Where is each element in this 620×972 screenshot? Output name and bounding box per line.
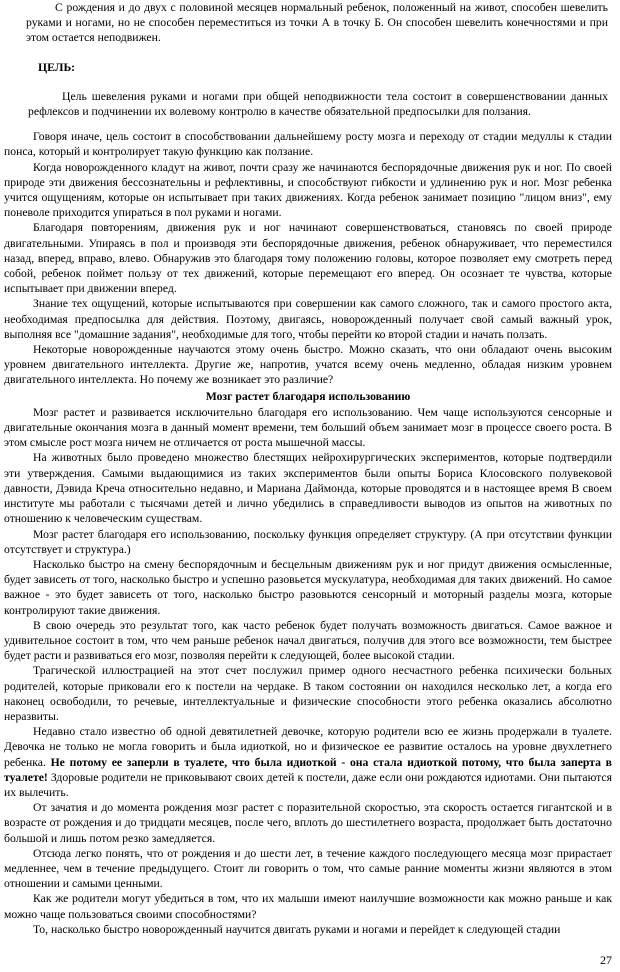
body-paragraph: Мозг растет и развивается исключительно благодаря его использованию. Чем чаще используются сенсорные и двигательные окончания мозга в данный момент времени, тем больший объем занимает мозг в процессе своего роста. В этом смысле рост мозга ничем не отличается от роста мышечной массы. (4, 405, 612, 450)
section-heading: Мозг растет благодаря использованию (205, 389, 411, 403)
bold-statement: Не потому ее заперли в туалете, что была идиоткой - она стала идиоткой потому, что была заперта в туалете! (4, 755, 612, 784)
body-paragraph: Отсюда легко понять, что от рождения и до шести лет, в течение каждого последующего месяца мозг прирастает медленнее, чем в течение предыдущего. Стоит ли говорить о том, что самые ранние моменты жизни являются в этом отношении и самыми ценными. (4, 846, 612, 891)
body-paragraph: На животных было проведено множество блестящих нейрохирургических экспериментов, которые подтвердили эти утверждения. Самыми выдающимися из таких экспериментов были опыты Бориса Клосовского полувековой давности, Дэвида Креча относительно недавно, и Мариана Даймонда, которые проводятся и в настоящее время В своем институте мы работали с тысячами детей и лично убедились в справедливости выводов из опытов на животных по отношению к человеческим существам. (4, 451, 612, 526)
body-paragraph: Благодаря повторениям, движения рук и ног начинают совершенствоваться, становясь по своей природе двигательными. Упираясь в пол и производя эти беспорядочные движения, ребенок обнаруживает, что переместился назад, вперед, вправо, влево. Обнаружив это благодаря тому положению головы, которое позволяет ему смотреть перед собой, ребенок поймет пользу от тех движений, которые перемещают его вперед. Он осознает те чувства, которые испытывает при движении вперед. (4, 221, 612, 296)
body-paragraph: Трагической иллюстрацией на этот счет послужил пример одного несчастного ребенка психически больных родителей, которые приковали его к постели на чердаке. В таком состоянии он находился несколько лет, а когда его наконец освободили, то речевые, интеллектуальные и физические способности этого ребенка оказались абсолютно неразвиты. (4, 664, 612, 723)
page-number: 27 (600, 953, 612, 967)
goal-paragraph: Цель шевеления руками и ногами при общей неподвижности тела состоит в совершенствовании данных рефлексов и подчинении их волевому контролю в качестве обязательной предпосылки для ползания. (28, 89, 608, 119)
paragraph-text: Здоровые родители не приковывают своих детей к постели, даже если они рождаются идиотами. Они пытаются их вылечить. (4, 770, 612, 799)
intro-paragraph: С рождения и до двух с половиной месяцев нормальный ребенок, положенный на живот, способен шевелить руками и ногами, но не способен переместиться из точки А в точку Б. Он способен шевелить конечностями и при этом остается неподвижен. (26, 1, 608, 45)
body-paragraph: Знание тех ощущений, которые испытываются при совершении как самого сложного, так и самого простого акта, необходимая предпосылка для действия. Поэтому, двигаясь, новорожденный получает свой самый важный урок, выполняя все "домашние задания", необходимые для того, чтобы перейти ко второй стадии и начать ползать. (4, 297, 612, 341)
body-paragraph: В свою очередь это результат того, как часто ребенок будет получать возможность двигаться. Самое важное и удивительное состоит в том, что чем раньше ребенок начал двигаться, получив для этого все возможности, тем быстрее будет расти и развиваться его мозг, позволяя перейти к следующей, более высокой стадии. (4, 618, 612, 663)
body-paragraph: То, насколько быстро новорожденный научится двигать руками и ногами и перейдет к следующей стадии (33, 922, 561, 936)
goal-label-text: ЦЕЛЬ (38, 60, 72, 74)
body-paragraph: Мозг растет благодаря его использованию, поскольку функция определяет структуру. (А при отсутствии функции отсутствует и структура.) (4, 527, 612, 556)
body-paragraph-emphasis (4, 724, 612, 800)
body-paragraph: Говоря иначе, цель состоит в способствовании дальнейшему росту мозга и переходу от стадии медуллы к стадии понса, который и контролирует такую функцию как ползание. (4, 130, 612, 159)
body-paragraph: Как же родители могут убедиться в том, что их малыши имеют наилучшие возможности как можно раньше и как можно чаще пользоваться своими способностями? (4, 892, 612, 921)
body-paragraph: Насколько быстро на смену беспорядочным и бесцельным движениям рук и ног придут движения осмысленные, будет зависеть от того, насколько быстро и успешно разовьется мускулатура, необходимая для таких движений. Но самое важное - это будет зависеть от того, насколько быстро разовьются сенсорный и моторный разделы мозга, которые контролируют такие движения. (4, 557, 612, 617)
body-paragraph: Когда новорожденного кладут на живот, почти сразу же начинаются беспорядочные движения рук и ног. По своей природе эти движения бессознательны и рефлективны, и способствуют гибкости и удлинению рук и ног. Мозг ребенка учится ощущениям, которые он испытывает при таких движениях. Когда ребенок занимает позицию "лицом вниз", ему поневоле приходится упираться в пол руками и ногами. (4, 160, 612, 220)
paragraph-text: Недавно стало известно об одной девятилетней девочке, которую родители всю ее жизнь продержали в туалете. Девочка не только не могла говорить и была идиоткой, но и физическое ее развитие осталось на уровне двухлетнего ребенка. (4, 725, 612, 769)
body-paragraph: Некоторые новорожденные научаются этому очень быстро. Можно сказать, что они обладают очень высоким уровнем двигательного интеллекта. Другие же, напротив, учатся всему очень медленно, обладая низким уровнем двигательного интеллекта. Но почему же возникает это различие? (4, 343, 612, 387)
goal-label: ЦЕЛЬ: (38, 60, 76, 74)
body-paragraph: От зачатия и до момента рождения мозг растет с поразительной скоростью, эта скорость остается гигантской и в возрасте от рождения и до тридцати месяцев, после чего, вплоть до шестилетнего возраста, продолжает быть достаточно большой и лишь потом резко замедляется. (4, 801, 612, 845)
page-content (4, 0, 612, 937)
